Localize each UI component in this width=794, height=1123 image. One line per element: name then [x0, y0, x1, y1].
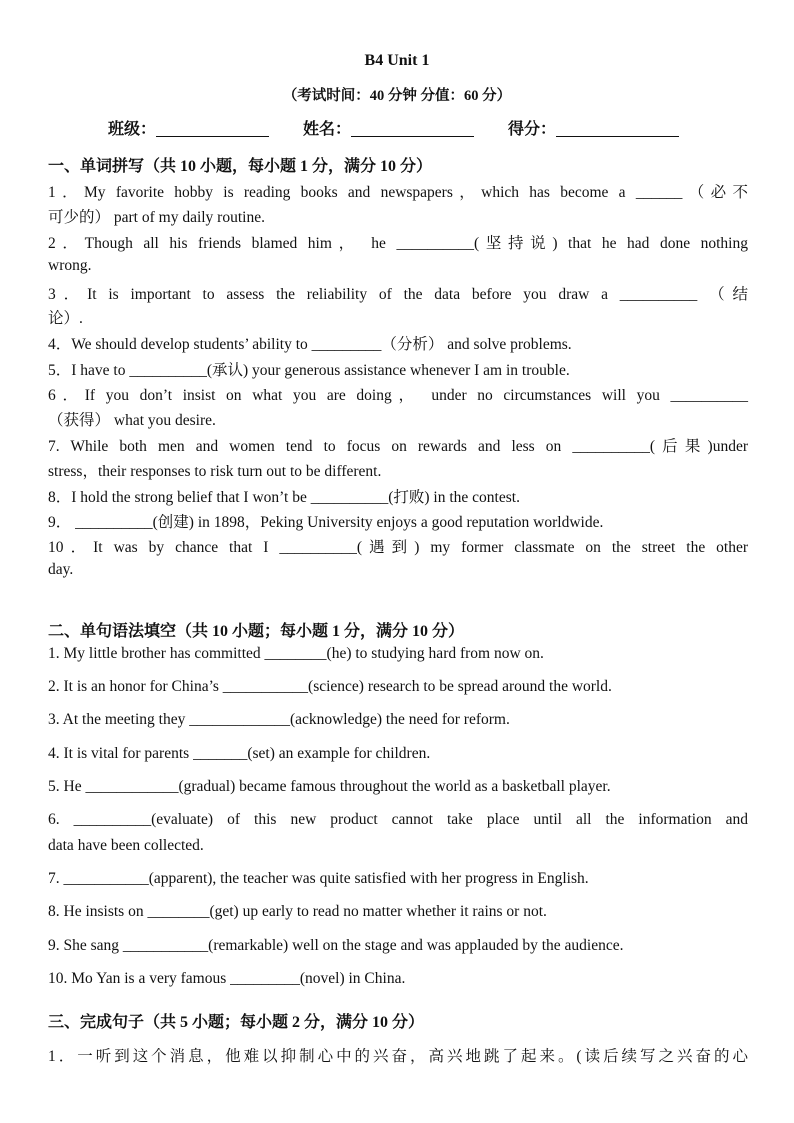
question-line: 10. Mo Yan is a very famous _________(novel) in China.	[48, 970, 406, 987]
section1-heading: 一、单词拼写（共 10 小题，每小题 1 分，满分 10 分）	[48, 158, 433, 175]
section2-heading: 二、单句语法填空（共 10 小题；每小题 1 分，满分 10 分）	[48, 623, 465, 640]
question-line: 5．I have to __________(承认) your generous assistance whenever I am in trouble.	[48, 362, 570, 379]
question-line: 8．I hold the strong belief that I won’t be __________(打败) in the contest.	[48, 489, 520, 506]
question-line: 1. My little brother has committed ________(he) to studying hard from now on.	[48, 645, 544, 662]
question-line: 5. He ____________(gradual) became famous throughout the world as a basketball player.	[48, 778, 611, 795]
section3-heading: 三、完成句子（共 5 小题；每小题 2 分，满分 10 分）	[48, 1014, 425, 1031]
question-line: 8. He insists on ________(get) up early to read no matter whether it rains or not.	[48, 903, 547, 920]
question-line: （获得） what you desire.	[48, 412, 216, 429]
question-line: 2. It is an honor for China’s ___________(science) research to be spread around the world.	[48, 678, 612, 695]
question-line: day.	[48, 561, 74, 578]
page-title: B4 Unit 1	[364, 52, 430, 69]
question-line: 6. __________(evaluate) of this new product cannot take place until all the information and	[48, 811, 748, 828]
score-label: 得分：	[508, 121, 557, 138]
question-line: 4．We should develop students’ ability to _________（分析） and solve problems.	[48, 336, 572, 353]
question-line: 10．It was by chance that I __________(遇到) my former classmate on the street the other	[48, 539, 748, 556]
question-line: 1．My favorite hobby is reading books and newspapers，which has become a ______（必不	[48, 184, 748, 201]
class-label: 班级：	[108, 121, 157, 138]
score-blank[interactable]	[556, 120, 679, 137]
question-line: 论）.	[48, 310, 83, 327]
question-line: 3. At the meeting they _____________(acknowledge) the need for reform.	[48, 711, 510, 728]
question-line: 7. ___________(apparent), the teacher was quite satisfied with her progress in English.	[48, 870, 589, 887]
question-line: 9. She sang ___________(remarkable) well on the stage and was applauded by the audience.	[48, 937, 624, 954]
question-line: 可少的） part of my daily routine.	[48, 209, 265, 226]
question-line: 2．Though all his friends blamed him， he __________(坚持说) that he had done nothing	[48, 235, 748, 252]
question-line: wrong.	[48, 257, 92, 274]
class-blank[interactable]	[156, 120, 269, 137]
question-line: 1．一听到这个消息，他难以抑制心中的兴奋，高兴地跳了起来。(读后续写之兴奋的心	[48, 1048, 748, 1065]
question-line: 9． __________(创建) in 1898，Peking University enjoys a good reputation worldwide.	[48, 514, 604, 531]
name-label: 姓名：	[303, 121, 352, 138]
exam-info: （考试时间：40 分钟 分值：60 分）	[282, 88, 512, 104]
question-line: stress，their responses to risk turn out to be different.	[48, 463, 382, 480]
student-info-line	[108, 116, 728, 139]
question-line: data have been collected.	[48, 837, 204, 854]
question-line: 7. While both men and women tend to focus on rewards and less on __________(后果)under	[48, 438, 748, 455]
question-line: 3．It is important to assess the reliability of the data before you draw a __________ （结	[48, 286, 748, 303]
question-line: 4. It is vital for parents _______(set) an example for children.	[48, 745, 431, 762]
question-line: 6．If you don’t insist on what you are doing， under no circumstances will you __________	[48, 387, 748, 404]
name-blank[interactable]	[351, 120, 474, 137]
